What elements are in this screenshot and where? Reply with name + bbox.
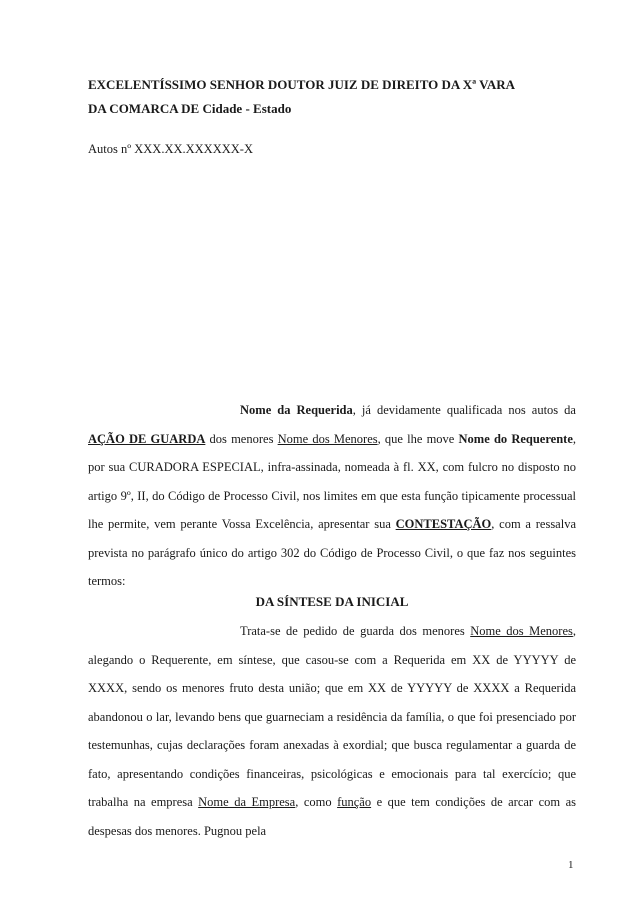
minors-name: Nome dos Menores [277, 431, 378, 446]
requerente-name: Nome do Requerente [458, 431, 573, 446]
intro-text-3: , que lhe move [377, 431, 459, 446]
action-type: AÇÃO DE GUARDA [88, 431, 206, 446]
sintese-text-2: , alegando o Requerente, em síntese, que casou-se com a Requerida em XX de YYYYY de XXXX, sendo os menores fruto desta união; que em XX de YYYYY de XXXX a Requerida abandonou o lar, levando bens que guarneciam a residência da família, o que foi presenciado por testemunhas, cujas declarações foram anexadas à exordial; que busca regulamentar a guarda de fato, apresentando condições financeiras, psicológicas e emocionais para tal exercício; que trabalha na empresa [88, 624, 576, 809]
sintese-minors-name: Nome dos Menores [470, 624, 573, 638]
intro-text-5: , com a ressalva prevista no parágrafo único do artigo 302 do Código de Processo Civil, o que faz nos seguintes termos: [88, 517, 576, 588]
court-address-header [88, 73, 576, 121]
contestacao-term: CONTESTAÇÃO [395, 517, 492, 531]
intro-paragraph [88, 396, 576, 596]
page-number: 1 [568, 859, 574, 871]
intro-text-4: , por sua CURADORA ESPECIAL, infra-assinada, nomeada à fl. XX, com fulcro no disposto no artigo 9º, II, do Código de Processo Civil, nos limites em que esta função tipicamente processual lhe permite, vem perante Vossa Excelência, apresentar sua [88, 431, 577, 531]
requerida-name: Nome da Requerida [240, 403, 353, 417]
intro-text-2: dos menores [205, 431, 278, 446]
header-line-2: DA COMARCA DE Cidade - Estado [88, 101, 292, 116]
header-line-1: EXCELENTÍSSIMO SENHOR DOUTOR JUIZ DE DIREITO DA Xª VARA [88, 77, 515, 92]
sintese-text-3: , como [295, 795, 338, 809]
case-number: Autos nº XXX.XX.XXXXXX-X [88, 142, 253, 156]
section-heading: DA SÍNTESE DA INICIAL [255, 594, 409, 609]
company-name: Nome da Empresa [198, 795, 296, 809]
job-function: função [337, 795, 372, 809]
intro-text-1: , já devidamente qualificada nos autos da [352, 403, 576, 417]
sintese-text-4: e que tem condições de arcar com as despesas dos menores. Pugnou pela [88, 795, 576, 838]
sintese-paragraph [88, 617, 576, 845]
sintese-text-1: Trata-se de pedido de guarda dos menores [240, 624, 471, 638]
